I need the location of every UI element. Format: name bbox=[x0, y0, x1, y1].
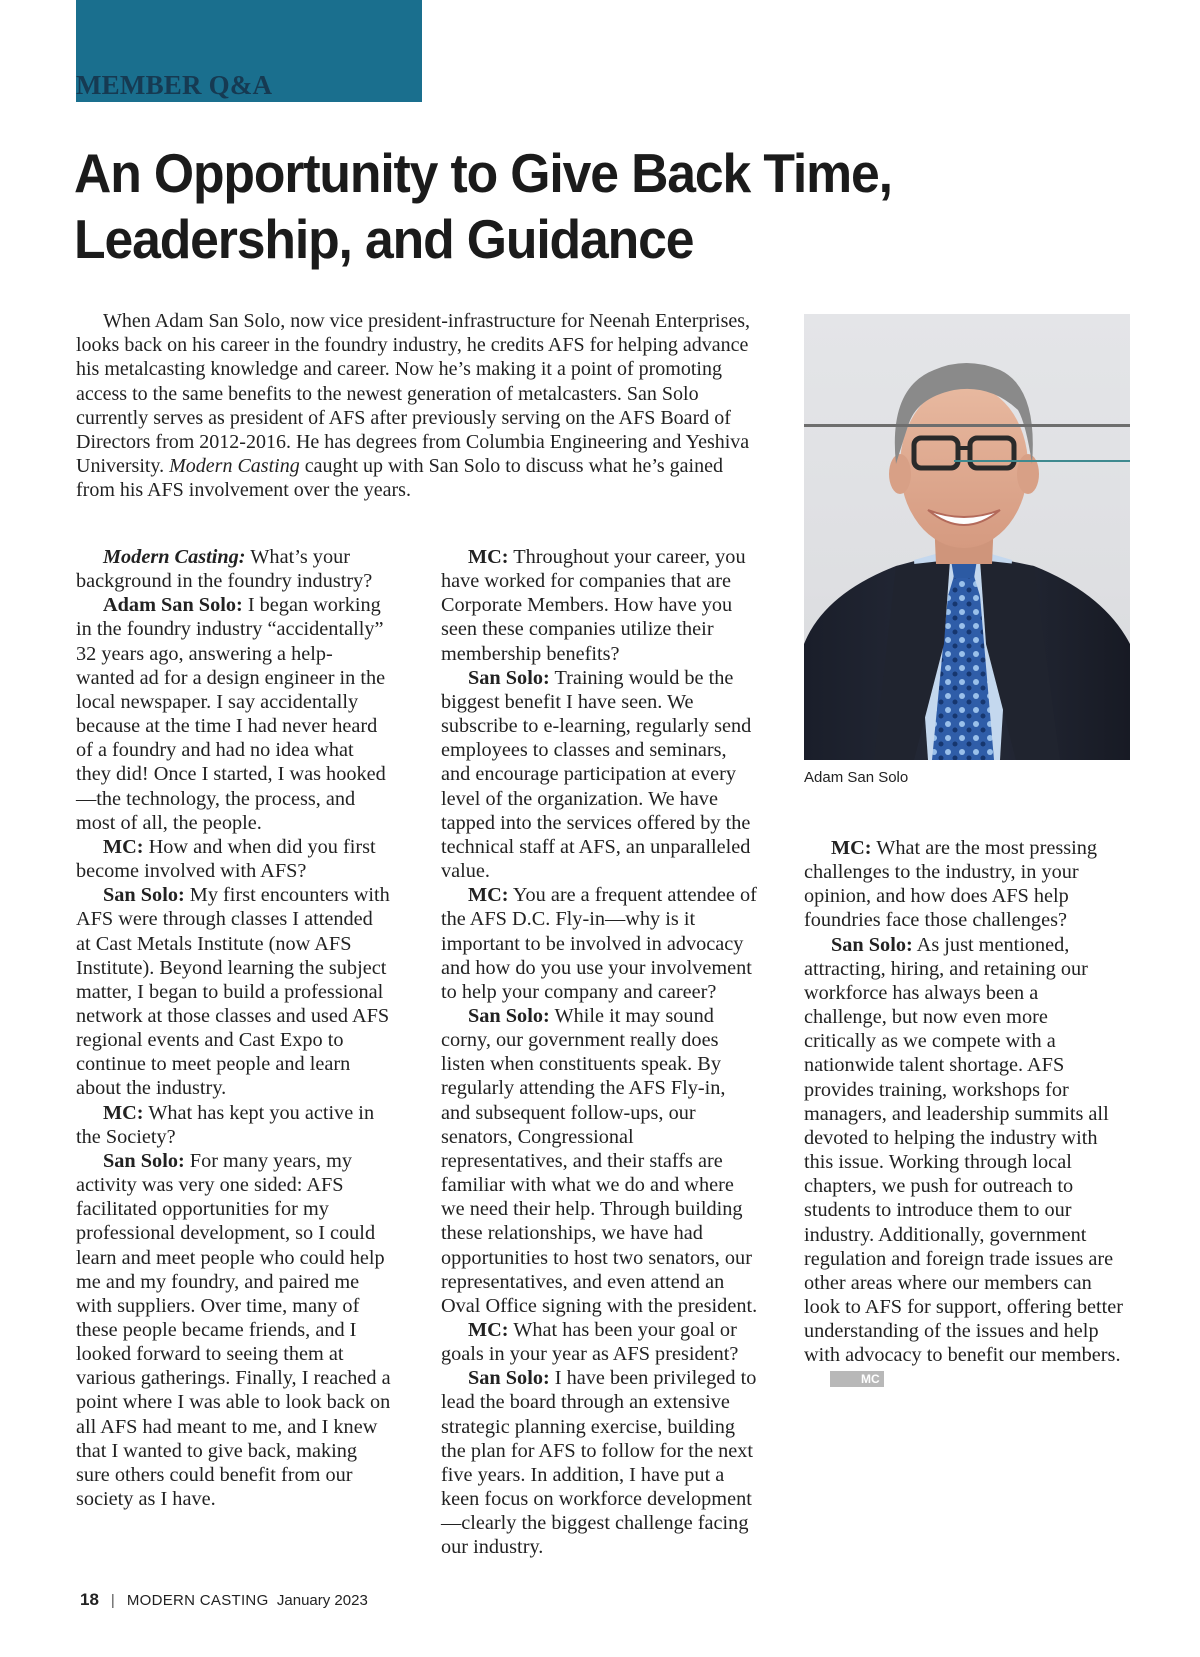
qa-speaker: Modern Casting: bbox=[103, 546, 246, 568]
qa-speaker: San Solo: bbox=[468, 1367, 550, 1390]
qa-question bbox=[441, 883, 759, 1004]
qa-text: As just mentioned, attracting, hiring, and retaining our workforce has always been a challenge, but now even more critically as we compete with a nationwide talent shortage. AFS provides training, workshops for managers, and leadership summits all devoted to helping the industry with this issue. Working through local chapters, we push for outreach to students to introduce them to our industry. Additionally, government regulation and foreign trade issues are other areas where our members can look to AFS for support, offering better understanding of the issues and help with advocacy to benefit our members. bbox=[804, 933, 1124, 1367]
page-number: 18 bbox=[80, 1590, 99, 1609]
footer-issue-date: January 2023 bbox=[276, 1592, 368, 1609]
intro-magazine-name: Modern Casting bbox=[169, 455, 300, 478]
qa-answer bbox=[441, 1004, 759, 1318]
qa-speaker: San Solo: bbox=[831, 933, 913, 956]
qa-text: Throughout your career, you have worked for companies that are Corporate Members. How have you seen these companies utilize their membership benefits? bbox=[441, 546, 746, 665]
intro-text-a: When Adam San Solo, now vice president-infrastructure for Neenah Enterprises, looks back on his career in the foundry industry, he credits AFS for helping advance his metalcasting knowledge and career. Now he’s making it a point of promoting access to the same benefits to the newest generation of metalcasters. San Solo currently serves as president of AFS after previously serving on the AFS Board of Directors from 2012-2016. He has degrees from Columbia Engineering and Yeshiva University. bbox=[76, 310, 751, 478]
qa-text: I began working in the foundry industry “accidentally” 32 years ago, answering a help-wanted ad for a design engineer in the local newspaper. I say accidentally because at the time I had never heard of a foundry and had no idea what they did! Once I started, I was hooked—the technology, the process, and most of all, the people. bbox=[76, 594, 386, 834]
text-column-1 bbox=[76, 545, 391, 1511]
qa-answer bbox=[441, 666, 759, 883]
qa-answer bbox=[76, 593, 391, 835]
qa-answer bbox=[76, 1149, 391, 1511]
qa-text: What are the most pressing challenges to the industry, in your opinion, and how does AFS help foundries face those challenges? bbox=[804, 837, 1098, 932]
qa-text: I have been privileged to lead the board through an extensive strategic planning exercise, building the plan for AFS to follow for the next five years. In addition, I have put a keen focus on workforce development—clearly the biggest challenge facing our industry. bbox=[441, 1367, 757, 1559]
qa-text: What has kept you active in the Society? bbox=[76, 1101, 375, 1148]
article-headline: An Opportunity to Give Back Time, Leadership, and Guidance bbox=[74, 142, 892, 270]
qa-text: For many years, my activity was very one sided: AFS facilitated opportunities for my professional development, so I could learn and meet people who could help me and my foundry, and paired me with suppliers. Over time, many of these people became friends, and I looked forward to seeing them at various gatherings. Finally, I reached a point where I was able to look back on all AFS had meant to me, and I knew that I wanted to give back, making sure others could benefit from our society as I have. bbox=[76, 1149, 391, 1511]
end-of-article-mark: MC bbox=[830, 1371, 884, 1387]
qa-text: What has been your goal or goals in your year as AFS president? bbox=[441, 1319, 739, 1366]
qa-text: Training would be the biggest benefit I have seen. We subscribe to e-learning, regularly send employees to classes and seminars, and encourage participation at every level of the organization. We have tapped into the services offered by the technical staff at AFS, an unparalleled value. bbox=[441, 666, 752, 883]
qa-speaker: Adam San Solo: bbox=[103, 594, 243, 617]
qa-answer bbox=[441, 1366, 759, 1559]
qa-question bbox=[76, 545, 391, 593]
qa-speaker: San Solo: bbox=[103, 884, 185, 907]
qa-speaker: San Solo: bbox=[468, 666, 550, 689]
text-column-3 bbox=[804, 836, 1124, 1392]
photo-caption: Adam San Solo bbox=[804, 769, 909, 786]
qa-question bbox=[804, 836, 1124, 933]
qa-text: How and when did you first become involved with AFS? bbox=[76, 835, 376, 883]
qa-speaker: MC: bbox=[103, 835, 144, 858]
qa-question bbox=[441, 1318, 759, 1366]
qa-question bbox=[76, 1101, 391, 1149]
qa-speaker: MC: bbox=[468, 546, 509, 568]
qa-speaker: MC: bbox=[468, 884, 509, 907]
qa-answer bbox=[76, 883, 391, 1100]
intro-text-b: caught up with San Solo to discuss what he’s gained from his AFS involvement over the years. bbox=[76, 455, 723, 502]
footer-separator: | bbox=[110, 1592, 115, 1609]
qa-question bbox=[76, 835, 391, 883]
qa-text: What’s your background in the foundry industry? bbox=[76, 546, 373, 593]
page-footer bbox=[80, 1590, 368, 1610]
section-kicker: MEMBER Q&A bbox=[76, 70, 273, 100]
footer-magazine-name: MODERN CASTING bbox=[126, 1592, 269, 1609]
qa-text: My first encounters with AFS were through classes I attended at Cast Metals Institute (now AFS Institute). Beyond learning the subject matter, I began to build a professional network at those classes and used AFS regional events and Cast Expo to continue to meet people and learn about the industry. bbox=[76, 884, 390, 1100]
qa-speaker: San Solo: bbox=[468, 1004, 550, 1027]
qa-speaker: MC: bbox=[468, 1319, 509, 1341]
qa-text: While it may sound corny, our government really does listen when constituents speak. By regularly attending the AFS Fly-in, and subsequent follow-ups, our senators, Congressional representatives, and their staffs are familiar with what we do and where we need their help. Through building these relationships, we have had opportunities to host two senators, our representatives, and even attend an Oval Office signing with the president. bbox=[441, 1004, 758, 1317]
qa-answer bbox=[804, 933, 1124, 1392]
portrait-photo bbox=[804, 314, 1130, 760]
qa-text: You are a frequent attendee of the AFS D.C. Fly-in—why is it important to be involved in advocacy and how do you use your involvement to help your company and career? bbox=[441, 884, 757, 1003]
qa-question bbox=[441, 545, 759, 666]
text-column-2 bbox=[441, 545, 759, 1560]
qa-speaker: San Solo: bbox=[103, 1149, 185, 1172]
qa-speaker: MC: bbox=[831, 837, 872, 859]
article-intro bbox=[76, 309, 764, 503]
qa-speaker: MC: bbox=[103, 1101, 144, 1124]
